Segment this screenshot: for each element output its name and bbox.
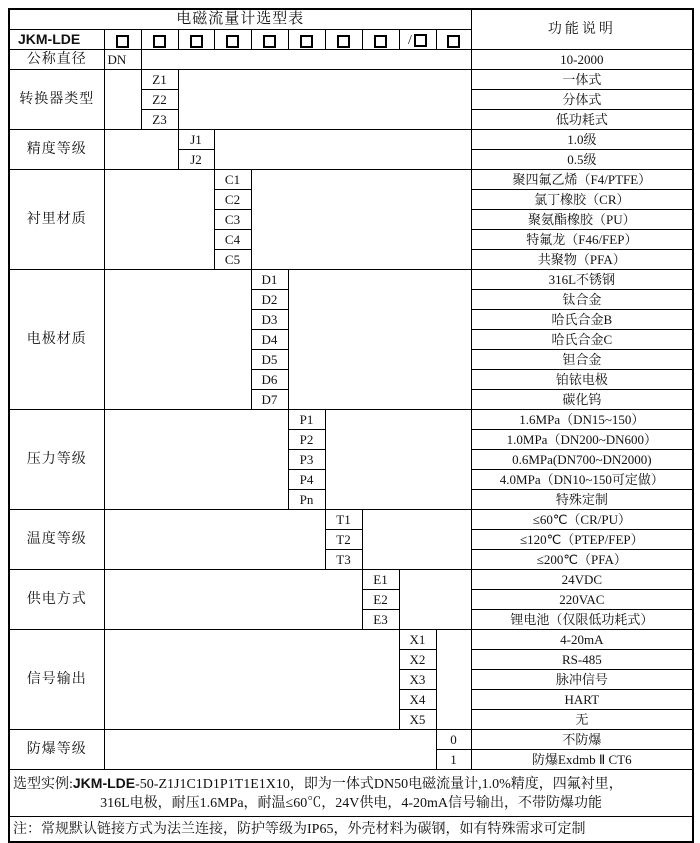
description-cell: 哈氏合金B bbox=[471, 310, 693, 330]
code-cell: T2 bbox=[325, 530, 362, 550]
empty-cell bbox=[104, 730, 436, 770]
empty-cell bbox=[288, 270, 471, 410]
checkbox-icon[interactable] bbox=[116, 35, 129, 48]
model-checkbox-cell-10 bbox=[436, 30, 471, 50]
code-cell: X4 bbox=[399, 690, 436, 710]
code-cell: D5 bbox=[251, 350, 288, 370]
checkbox-icon[interactable] bbox=[300, 35, 313, 48]
code-cell: X5 bbox=[399, 710, 436, 730]
category-label: 精度等级 bbox=[9, 130, 104, 170]
selection-table bbox=[8, 8, 694, 843]
code-cell: 1 bbox=[436, 750, 471, 770]
model-checkbox-cell-1 bbox=[104, 30, 141, 50]
code-cell: E1 bbox=[362, 570, 399, 590]
description-cell: 氯丁橡胶（CR） bbox=[471, 190, 693, 210]
code-cell: P2 bbox=[288, 430, 325, 450]
description-cell: 1.6MPa（DN15~150） bbox=[471, 410, 693, 430]
code-cell: DN bbox=[104, 50, 141, 70]
code-cell: X2 bbox=[399, 650, 436, 670]
code-cell: Z2 bbox=[141, 90, 178, 110]
description-cell: 220VAC bbox=[471, 590, 693, 610]
empty-cell bbox=[178, 70, 471, 130]
category-label: 供电方式 bbox=[9, 570, 104, 630]
description-cell: ≤120℃（PTEP/FEP） bbox=[471, 530, 693, 550]
description-cell: ≤200℃（PFA） bbox=[471, 550, 693, 570]
code-cell: D6 bbox=[251, 370, 288, 390]
selection-example bbox=[9, 770, 693, 817]
description-cell: 不防爆 bbox=[471, 730, 693, 750]
description-cell: 特殊定制 bbox=[471, 490, 693, 510]
code-cell: C5 bbox=[214, 250, 251, 270]
description-cell: 聚四氟乙烯（F4/PTFE） bbox=[471, 170, 693, 190]
code-cell: E2 bbox=[362, 590, 399, 610]
description-cell: 聚氨酯橡胶（PU） bbox=[471, 210, 693, 230]
description-cell: RS-485 bbox=[471, 650, 693, 670]
code-cell: X3 bbox=[399, 670, 436, 690]
empty-cell bbox=[325, 410, 471, 510]
description-cell: 316L不锈钢 bbox=[471, 270, 693, 290]
description-cell: 4-20mA bbox=[471, 630, 693, 650]
description-cell: 钽合金 bbox=[471, 350, 693, 370]
empty-cell bbox=[104, 570, 362, 630]
function-column-header: 功能说明 bbox=[471, 9, 693, 50]
description-cell: ≤60℃（CR/PU） bbox=[471, 510, 693, 530]
empty-cell bbox=[104, 630, 399, 730]
code-cell: D3 bbox=[251, 310, 288, 330]
category-label: 转换器类型 bbox=[9, 70, 104, 130]
example-model: JKM-LDE bbox=[72, 774, 136, 791]
code-cell: Z1 bbox=[141, 70, 178, 90]
code-cell: D7 bbox=[251, 390, 288, 410]
checkbox-icon[interactable] bbox=[190, 35, 203, 48]
category-label: 电极材质 bbox=[9, 270, 104, 410]
code-cell: J2 bbox=[178, 150, 214, 170]
description-cell: 碳化钨 bbox=[471, 390, 693, 410]
table-title: 电磁流量计选型表 bbox=[9, 9, 471, 30]
code-cell: P1 bbox=[288, 410, 325, 430]
empty-cell bbox=[251, 170, 471, 270]
model-checkbox-cell-3 bbox=[178, 30, 214, 50]
code-cell: P4 bbox=[288, 470, 325, 490]
code-cell: X1 bbox=[399, 630, 436, 650]
code-cell: J1 bbox=[178, 130, 214, 150]
description-cell: 一体式 bbox=[471, 70, 693, 90]
empty-cell bbox=[104, 70, 141, 130]
checkbox-icon[interactable] bbox=[337, 35, 350, 48]
checkbox-icon[interactable] bbox=[414, 34, 427, 47]
empty-cell bbox=[399, 570, 471, 630]
description-cell: 铂铱电极 bbox=[471, 370, 693, 390]
checkbox-icon[interactable] bbox=[447, 35, 460, 48]
checkbox-icon[interactable] bbox=[226, 35, 239, 48]
code-cell: P3 bbox=[288, 450, 325, 470]
category-label: 防爆等级 bbox=[9, 730, 104, 770]
description-cell: 脉冲信号 bbox=[471, 670, 693, 690]
model-checkbox-cell-6 bbox=[288, 30, 325, 50]
empty-cell bbox=[436, 630, 471, 730]
description-cell: 低功耗式 bbox=[471, 110, 693, 130]
model-checkbox-cell-2 bbox=[141, 30, 178, 50]
checkbox-icon[interactable] bbox=[153, 35, 166, 48]
code-cell: D2 bbox=[251, 290, 288, 310]
empty-cell bbox=[362, 510, 471, 570]
model-checkbox-cell-5 bbox=[251, 30, 288, 50]
description-cell: 0.5级 bbox=[471, 150, 693, 170]
description-cell: 0.6MPa(DN700~DN2000) bbox=[471, 450, 693, 470]
code-cell: Z3 bbox=[141, 110, 178, 130]
empty-cell bbox=[141, 50, 471, 70]
empty-cell bbox=[104, 170, 214, 270]
slash-separator: / bbox=[408, 32, 412, 48]
description-cell: 24VDC bbox=[471, 570, 693, 590]
code-cell: D4 bbox=[251, 330, 288, 350]
selection-example-line2: 316L电极，耐压1.6MPa，耐温≤60℃，24V供电，4-20mA信号输出，不带防爆功能 bbox=[100, 795, 603, 811]
model-checkbox-cell-9 bbox=[399, 30, 436, 50]
description-cell: 钛合金 bbox=[471, 290, 693, 310]
code-cell: C4 bbox=[214, 230, 251, 250]
model-prefix: JKM-LDE bbox=[9, 30, 104, 50]
code-cell: C2 bbox=[214, 190, 251, 210]
code-cell: E3 bbox=[362, 610, 399, 630]
code-cell: C1 bbox=[214, 170, 251, 190]
empty-cell bbox=[104, 130, 178, 170]
description-cell: 10-2000 bbox=[471, 50, 693, 70]
code-cell: Pn bbox=[288, 490, 325, 510]
checkbox-icon[interactable] bbox=[374, 35, 387, 48]
category-label: 衬里材质 bbox=[9, 170, 104, 270]
empty-cell bbox=[104, 510, 325, 570]
code-cell: T3 bbox=[325, 550, 362, 570]
description-cell: 共聚物（PFA） bbox=[471, 250, 693, 270]
note: 注：常规默认链接方式为法兰连接，防护等级为IP65，外壳材料为碳钢，如有特殊需求可定制 bbox=[9, 817, 693, 843]
description-cell: 锂电池（仅限低功耗式） bbox=[471, 610, 693, 630]
code-cell: D1 bbox=[251, 270, 288, 290]
model-checkbox-cell-4 bbox=[214, 30, 251, 50]
example-prefix: 选型实例: bbox=[13, 776, 73, 792]
empty-cell bbox=[104, 270, 251, 410]
empty-cell bbox=[104, 410, 288, 510]
code-cell: T1 bbox=[325, 510, 362, 530]
category-label: 信号输出 bbox=[9, 630, 104, 730]
checkbox-icon[interactable] bbox=[263, 35, 276, 48]
description-cell: 4.0MPa（DN10~150可定做） bbox=[471, 470, 693, 490]
category-label: 公称直径 bbox=[9, 50, 104, 70]
description-cell: 1.0MPa（DN200~DN600） bbox=[471, 430, 693, 450]
example-code: -50-Z1J1C1D1P1T1E1X10，即为一体式DN50电磁流量计,1.0%精度，四氟衬里， bbox=[135, 776, 623, 792]
description-cell: 分体式 bbox=[471, 90, 693, 110]
description-cell: HART bbox=[471, 690, 693, 710]
code-cell: C3 bbox=[214, 210, 251, 230]
selection-example-line1 bbox=[11, 774, 691, 794]
description-cell: 哈氏合金C bbox=[471, 330, 693, 350]
description-cell: 无 bbox=[471, 710, 693, 730]
description-cell: 防爆Exdmb Ⅱ CT6 bbox=[471, 750, 693, 770]
empty-cell bbox=[214, 130, 471, 170]
description-cell: 特氟龙（F46/FEP） bbox=[471, 230, 693, 250]
category-label: 压力等级 bbox=[9, 410, 104, 510]
description-cell: 1.0级 bbox=[471, 130, 693, 150]
model-checkbox-cell-8 bbox=[362, 30, 399, 50]
category-label: 温度等级 bbox=[9, 510, 104, 570]
model-checkbox-cell-7 bbox=[325, 30, 362, 50]
code-cell: 0 bbox=[436, 730, 471, 750]
